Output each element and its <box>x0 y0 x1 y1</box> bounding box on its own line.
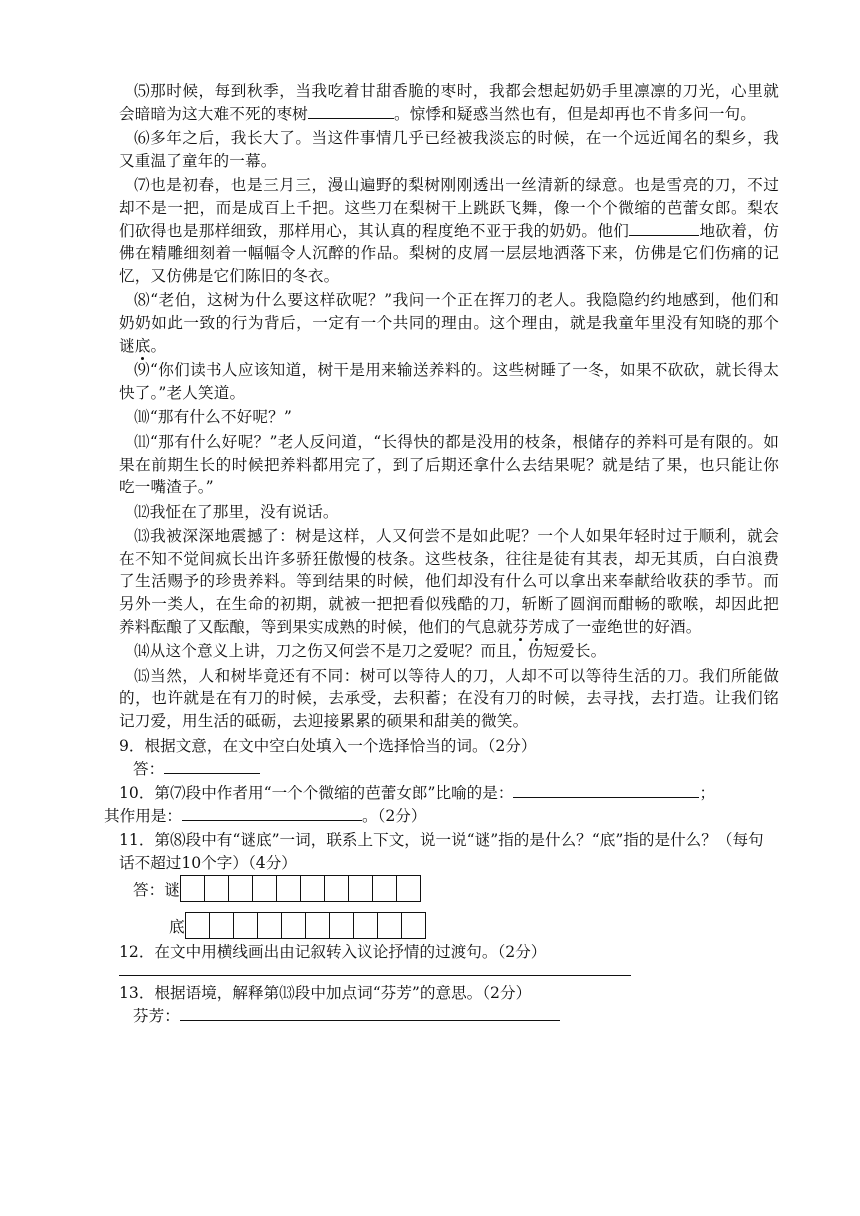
paragraph-6: ⑹多年之后，我长大了。当这件事情几乎已经被我淡忘的时候，在一个远近闻名的梨乡，我又重温了童年的一幕。 <box>119 129 779 170</box>
paragraph-11: ⑾“那有什么好呢？”老人反问道，“长得快的都是没用的枝条，根储存的养料可是有限的。如果在前期生长的时候把养料都用完了，到了后期还拿什么去结果呢？就是结了果，也只能让你吃一嘴渣子。” <box>119 432 779 497</box>
question-9: 9．根据文意，在文中空白处填入一个选择恰当的词。（2分） <box>119 736 537 755</box>
question-9-answer: 答： <box>119 758 779 781</box>
question-10: 10．第⑺段中作者用“一个个微缩的芭蕾女郎”比喻的是： ； <box>119 783 716 802</box>
answer-row-mi: 答：谜 <box>119 875 779 902</box>
paragraph-8: ⑻“老伯，这树为什么要这样砍呢？”我问一个正在挥刀的老人。我隐隐约约地感到，他们和奶奶如此一致的行为背后，一定有一个共同的理由。这个理由，就是我童年里没有知晓的那个谜底。 <box>119 291 779 355</box>
question-12: 12．在文中用横线画出由记叙转入议论抒情的过渡句。（2分） <box>119 943 547 962</box>
answer-line-10a[interactable] <box>513 783 699 798</box>
answer-row-di: 底 <box>119 912 779 939</box>
fill-blank-9[interactable] <box>308 104 394 119</box>
answer-grid-mi[interactable] <box>180 875 421 902</box>
paragraph-9: ⑼“你们读书人应该知道，树干是用来输送养料的。这些树睡了一冬，如果不砍砍，就长得太快了。”老人笑道。 <box>119 361 779 402</box>
answer-grid-di[interactable] <box>185 912 426 939</box>
paragraph-12: ⑿我怔在了那里，没有说话。 <box>134 502 339 521</box>
paragraph-15: ⒂当然，人和树毕竟还有不同：树可以等待人的刀，人却不可以等待生活的刀。我们所能做的，也许就是在有刀的时候，去承受，去积蓄；在没有刀的时候，去寻找，去打造。让我们铭记刀爱，用生活的砥砺，去迎接累累的硕果和甜美的微笑。 <box>119 666 779 731</box>
answer-line-9[interactable] <box>164 759 260 774</box>
question-13-answer: 芬芳： <box>119 1005 779 1028</box>
exam-page <box>104 80 779 1029</box>
question-13: 13．根据语境，解释第⒀段中加点词“芬芳”的意思。（2分） <box>119 983 532 1002</box>
dotted-char-fang: 芳 <box>528 617 545 636</box>
answer-line-12[interactable] <box>119 965 631 976</box>
fill-blank-7[interactable] <box>629 221 699 236</box>
answer-line-10b[interactable] <box>182 806 362 821</box>
paragraph-7: ⑺也是初春，也是三月三，漫山遍野的梨树刚刚透出一丝清新的绿意。也是雪亮的刀，不过却不是一把，而是成百上千把。这些刀在梨树干上跳跃飞舞，像一个个微缩的芭蕾女郎。梨农们砍得也是那样细致，那样用心，其认真的程度绝不亚于我的奶奶。他们 地砍着，仿佛在精雕细刻着一幅幅令人沉醉的作品。梨树的皮屑一层层地洒落下来，仿佛是它们伤痛的记忆，又仿佛是它们陈旧的冬衣。 <box>119 176 779 285</box>
paragraph-14: ⒁从这个意义上讲，刀之伤又何尝不是刀之爱呢？而且，伤短爱长。 <box>134 642 607 661</box>
paragraph-10: ⑽“那有什么不好呢？” <box>134 408 292 427</box>
paragraph-13: ⒀我被深深地震撼了：树是这样，人又何尝不是如此呢？一个人如果年轻时过于顺利，就会在不知不觉间疯长出许多骄狂傲慢的枝条。这些枝条，往往是徒有其表，却无其质，白白浪费了生活赐予的珍贵养料。等到结果的时候，他们却没有什么可以拿出来奉献给收获的季节。而另外一类人，在生命的初期，就被一把把看似残酷的刀，斩断了圆润而酣畅的歌喉，却因此把养料酝酿了又酝酿，等到果实成熟的时候，他们的气息就芬芳成了一壶绝世的好酒。 <box>119 527 779 636</box>
answer-line-13[interactable] <box>180 1006 560 1021</box>
question-10-cont: 其作用是： 。（2分） <box>104 807 427 826</box>
dotted-char-di: 底 <box>134 336 151 355</box>
paragraph-5: ⑸那时候，每到秋季，当我吃着甘甜香脆的枣时，我都会想起奶奶手里凛凛的刀光，心里就会暗暗为这大难不死的枣树 。惊悸和疑惑当然也有，但是却再也不肯多问一句。 <box>119 82 779 123</box>
question-11: 11．第⑻段中有“谜底”一词，联系上下文，说一说“谜”指的是什么？“底”指的是什么？（每句话不超过10个字）（4分） <box>119 831 764 872</box>
dotted-char-fen: 芬 <box>512 617 529 636</box>
